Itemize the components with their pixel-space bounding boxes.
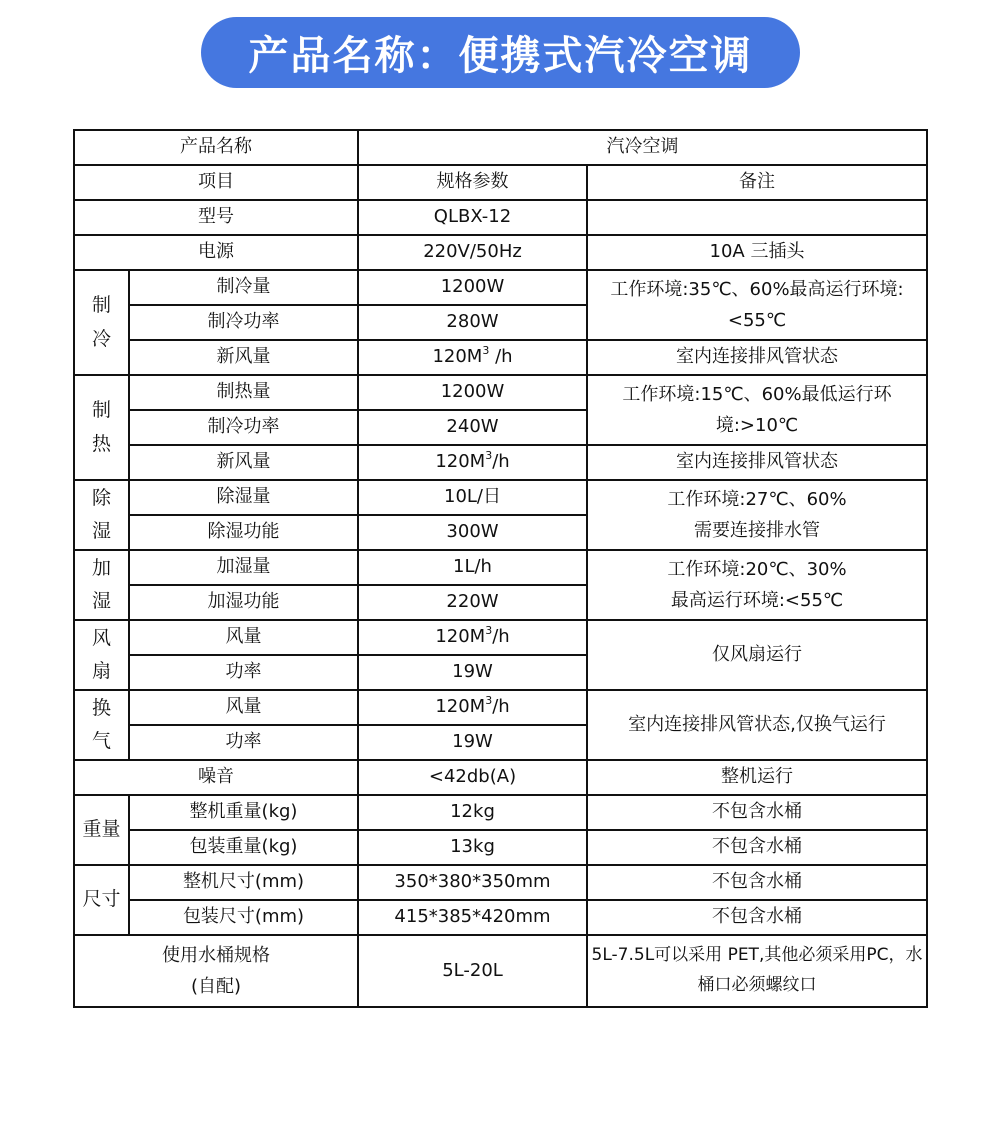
bucket-label: 使用水桶规格 (自配) [74,935,358,1007]
humidify-note: 工作环境:20℃、30% 最高运行环境:<55℃ [587,550,927,620]
product-name-label: 产品名称 [74,130,358,165]
spec-table [73,129,928,1008]
row-spec: 1200W [358,375,587,410]
row-label: 功率 [129,655,358,690]
row-spec: 19W [358,725,587,760]
model-label: 型号 [74,200,358,235]
product-name-value: 汽冷空调 [358,130,927,165]
table-row [74,550,927,585]
noise-note: 整机运行 [587,760,927,795]
table-row [74,270,927,305]
row-note: 不包含水桶 [587,795,927,830]
row-label: 包装尺寸(mm) [129,900,358,935]
banner-title: 产品名称：便携式汽冷空调 [248,33,753,79]
row-spec: $120M^3$ /h [358,340,587,375]
model-note [587,200,927,235]
group-dehumidify: 除 湿 [74,480,129,550]
row-spec: 280W [358,305,587,340]
row-spec: $120M^3/h$ [358,620,587,655]
row-note: 不包含水桶 [587,900,927,935]
row-label: 制冷功率 [129,305,358,340]
cooling-fresh-note: 室内连接排风管状态 [587,340,927,375]
table-row [74,690,927,725]
row-spec: 12kg [358,795,587,830]
row-note: 不包含水桶 [587,830,927,865]
noise-row [74,760,927,795]
row-label: 制热量 [129,375,358,410]
title-banner [201,17,800,88]
row-label: 风量 [129,620,358,655]
header-item: 项目 [74,165,358,200]
power-spec: 220V/50Hz [358,235,587,270]
row-note: 不包含水桶 [587,865,927,900]
row-label: 制冷功率 [129,410,358,445]
row-spec: 240W [358,410,587,445]
model-spec: QLBX-12 [358,200,587,235]
row-label: 整机重量(kg) [129,795,358,830]
product-name-row [74,130,927,165]
row-spec: $120M^3/h$ [358,445,587,480]
row-label: 除湿量 [129,480,358,515]
noise-label: 噪音 [74,760,358,795]
row-spec: 1200W [358,270,587,305]
header-spec: 规格参数 [358,165,587,200]
row-label: 风量 [129,690,358,725]
row-spec: 350*380*350mm [358,865,587,900]
table-row [74,795,927,830]
header-note: 备注 [587,165,927,200]
dehumidify-note: 工作环境:27℃、60% 需要连接排水管 [587,480,927,550]
power-label: 电源 [74,235,358,270]
ventilation-note: 室内连接排风管状态,仅换气运行 [587,690,927,760]
row-label: 整机尺寸(mm) [129,865,358,900]
table-row [74,375,927,410]
group-ventilation: 换 气 [74,690,129,760]
power-note: 10A 三插头 [587,235,927,270]
row-label: 除湿功能 [129,515,358,550]
group-heating: 制 热 [74,375,129,480]
row-label: 功率 [129,725,358,760]
row-label: 制冷量 [129,270,358,305]
row-label: 新风量 [129,340,358,375]
group-cooling: 制 冷 [74,270,129,375]
header-row [74,165,927,200]
row-label: 包装重量(kg) [129,830,358,865]
heating-note: 工作环境:15℃、60%最低运行环境:>10℃ [587,375,927,445]
row-label: 加湿功能 [129,585,358,620]
row-label: 新风量 [129,445,358,480]
row-spec: 415*385*420mm [358,900,587,935]
row-spec: 1L/h [358,550,587,585]
row-spec: 19W [358,655,587,690]
table-row [74,620,927,655]
table-row [74,830,927,865]
group-weight: 重量 [74,795,129,865]
row-spec: 220W [358,585,587,620]
group-humidify: 加 湿 [74,550,129,620]
noise-spec: <42db(A) [358,760,587,795]
cooling-note: 工作环境:35℃、60%最高运行环境:<55℃ [587,270,927,340]
group-fan: 风 扇 [74,620,129,690]
power-row [74,235,927,270]
group-size: 尺寸 [74,865,129,935]
heating-fresh-note: 室内连接排风管状态 [587,445,927,480]
bucket-spec: 5L-20L [358,935,587,1007]
row-spec: 13kg [358,830,587,865]
bucket-note: 5L-7.5L可以采用 PET,其他必须采用PC，水桶口必须螺纹口 [587,935,927,1007]
row-spec: 300W [358,515,587,550]
table-row [74,340,927,375]
table-row [74,900,927,935]
fan-note: 仅风扇运行 [587,620,927,690]
bucket-row [74,935,927,1007]
row-spec: $120M^3/h$ [358,690,587,725]
table-row [74,480,927,515]
table-row [74,445,927,480]
row-spec: 10L/日 [358,480,587,515]
row-label: 加湿量 [129,550,358,585]
table-row [74,865,927,900]
model-row [74,200,927,235]
